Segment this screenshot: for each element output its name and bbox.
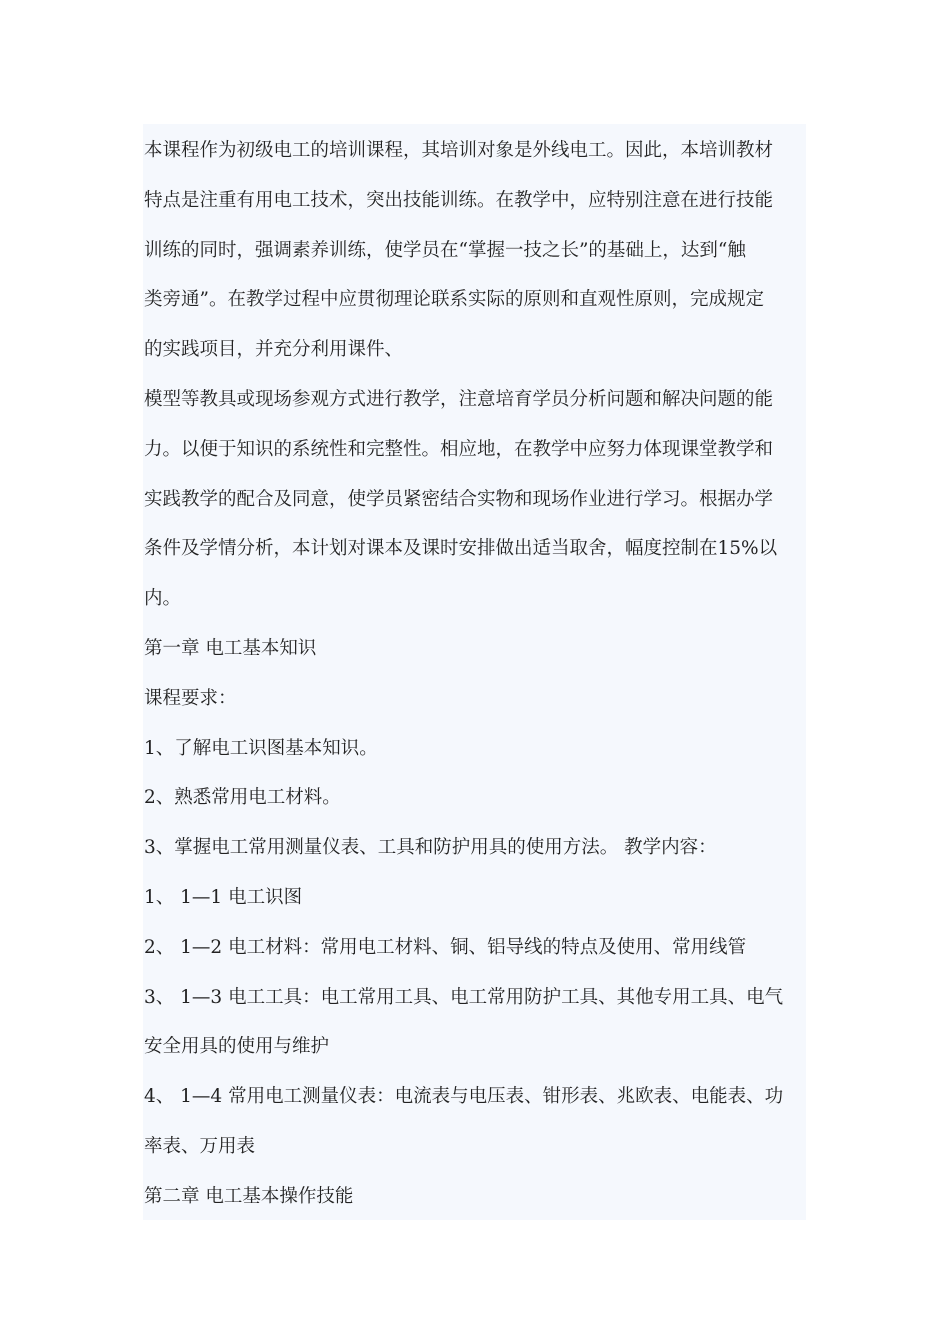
intro-paragraph-line-10: 内。: [144, 588, 182, 610]
intro-paragraph-line-6: 模型等教具或现场参观方式进行教学，注意培育学员分析问题和解决问题的能: [144, 388, 774, 410]
content-item-3: 3、 1—3 电工工具：电工常用工具、电工常用防护工具、其他专用工具、电气: [144, 986, 784, 1008]
content-item-4-continued: 率表、万用表: [144, 1135, 256, 1157]
requirement-item-1: 1、了解电工识图基本知识。: [144, 737, 378, 759]
content-item-3-continued: 安全用具的使用与维护: [144, 1036, 330, 1058]
content-item-2: 2、 1—2 电工材料：常用电工材料、铜、铝导线的特点及使用、常用线管: [144, 936, 747, 958]
content-item-4: 4、 1—4 常用电工测量仪表：电流表与电压表、钳形表、兆欧表、电能表、功: [144, 1086, 784, 1108]
intro-paragraph-line-5: 的实践项目，并充分利用课件、: [144, 339, 404, 361]
document-text-block: [143, 124, 806, 1220]
intro-paragraph-line-7: 力。以便于知识的系统性和完整性。相应地，在教学中应努力体现课堂教学和: [144, 438, 774, 460]
intro-paragraph-line-9: 条件及学情分析，本计划对课本及课时安排做出适当取舍，幅度控制在15%以: [144, 538, 778, 560]
chapter-2-heading: 第二章 电工基本操作技能: [144, 1185, 354, 1207]
chapter-1-heading: 第一章 电工基本知识: [144, 637, 317, 659]
intro-paragraph-line-1: 本课程作为初级电工的培训课程，其培训对象是外线电工。因此，本培训教材: [144, 140, 774, 161]
intro-paragraph-line-4: 类旁通”。在教学过程中应贯彻理论联系实际的原则和直观性原则，完成规定: [144, 289, 764, 311]
requirement-item-2: 2、熟悉常用电工材料。: [144, 787, 341, 809]
course-requirements-label: 课程要求：: [144, 687, 237, 709]
intro-paragraph-line-3: 训练的同时，强调素养训练，使学员在“掌握一技之长”的基础上，达到“触: [144, 239, 746, 261]
requirement-item-3: 3、掌握电工常用测量仪表、工具和防护用具的使用方法。 教学内容：: [144, 837, 717, 859]
intro-paragraph-line-2: 特点是注重有用电工技术，突出技能训练。在教学中，应特别注意在进行技能: [144, 189, 774, 211]
content-item-1: 1、 1—1 电工识图: [144, 886, 303, 908]
intro-paragraph-line-8: 实践教学的配合及同意，使学员紧密结合实物和现场作业进行学习。根据办学: [144, 488, 774, 510]
